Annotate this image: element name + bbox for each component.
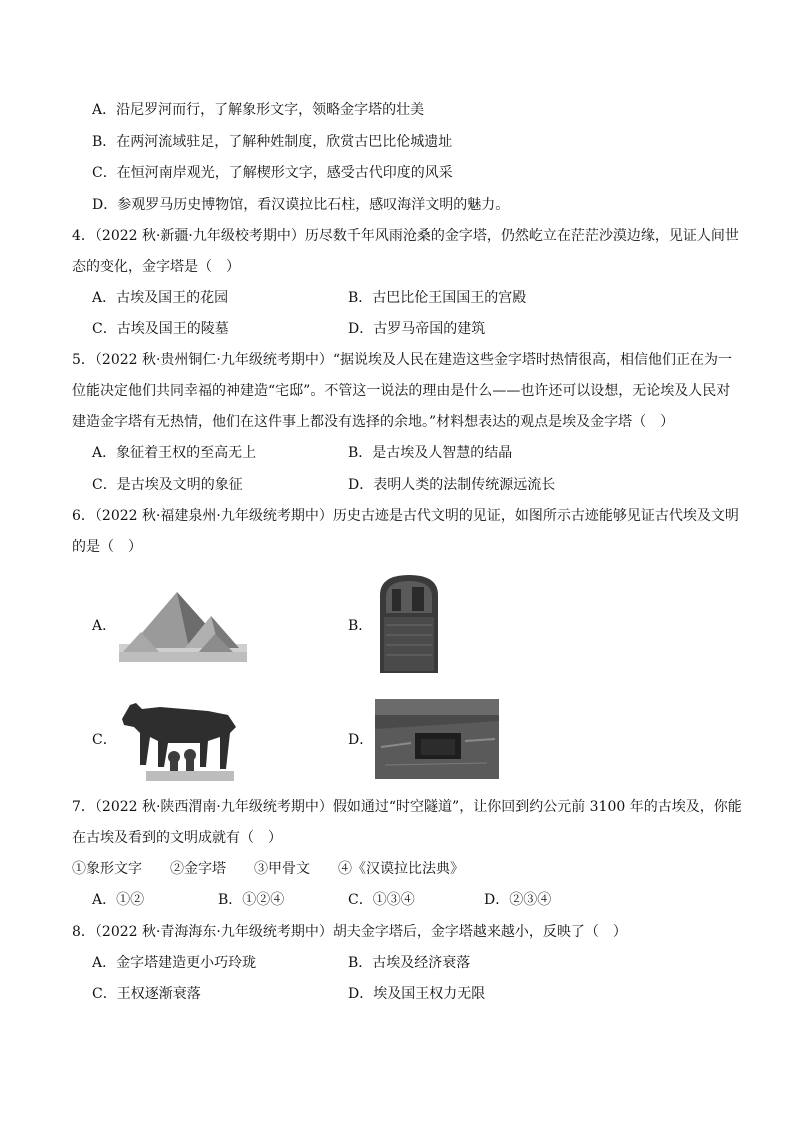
q6-option-b-label: B． <box>348 618 373 634</box>
q8-option-c: C．王权逐渐衰落 <box>92 986 201 1002</box>
q7-option-c: C．①③④ <box>348 892 415 908</box>
q4-option-b: B．古巴比伦王国国王的宫殿 <box>348 290 527 306</box>
q5-option-c: C．是古埃及文明的象征 <box>92 477 243 493</box>
q6-option-c-label: C． <box>92 732 117 748</box>
capitoline-wolf-image <box>116 693 248 783</box>
hammurabi-stele-image <box>372 573 446 673</box>
q7-option-d: D．②③④ <box>484 892 552 908</box>
q3-option-a: A．沿尼罗河而行，了解象形文字，领略金字塔的壮美 <box>92 102 425 118</box>
q8-option-d: D．埃及国王权力无限 <box>348 986 486 1002</box>
q3-option-d: D．参观罗马历史博物馆，看汉谟拉比石柱，感叹海洋文明的魅力。 <box>92 197 510 213</box>
q4-stem-line2: 态的变化，金字塔是（ ） <box>72 259 240 275</box>
q7-items: ①象形文字 ②金字塔 ③甲骨文 ④《汉谟拉比法典》 <box>72 861 464 877</box>
q5-stem-line3: 建造金字塔有无热情，他们在这件事上都没有选择的余地。”材料想表达的观点是埃及金字塔（ ） <box>72 414 675 430</box>
q6-option-d-label: D． <box>348 732 374 748</box>
q4-option-c: C．古埃及国王的陵墓 <box>92 321 229 337</box>
q8-option-a: A．金字塔建造更小巧玲珑 <box>92 955 257 971</box>
q7-stem-line2: 在古埃及看到的文明成就有（ ） <box>72 830 282 846</box>
q7-option-a: A．①② <box>92 892 145 908</box>
q8-option-b: B．古埃及经济衰落 <box>348 955 471 971</box>
q4-option-a: A．古埃及国王的花园 <box>92 290 229 306</box>
q4-stem-line1: 4．（2022 秋·新疆·九年级校考期中）历尽数千年风雨沧桑的金字塔，仍然屹立在茫茫沙漠边缘，见证人间世 <box>72 228 739 244</box>
q6-stem-line2: 的是（ ） <box>72 539 142 555</box>
q3-option-c: C．在恒河南岸观光，了解楔形文字，感受古代印度的风采 <box>92 165 453 181</box>
q5-option-b: B．是古埃及人智慧的结晶 <box>348 445 513 461</box>
q5-option-d: D．表明人类的法制传统源远流长 <box>348 477 556 493</box>
q8-stem-line1: 8．（2022 秋·青海海东·九年级统考期中）胡夫金字塔后，金字塔越来越小，反映了（ ） <box>72 924 627 940</box>
q5-stem-line1: 5．（2022 秋·贵州铜仁·九年级统考期中）“据说埃及人民在建造这些金字塔时热情很高，相信他们正在为一 <box>72 352 733 368</box>
q5-option-a: A．象征着王权的至高无上 <box>92 445 257 461</box>
q5-stem-line2: 位能决定他们共同幸福的神建造“宅邸”。不管这一说法的理由是什么——也许还可以设想，无论埃及人民对 <box>72 383 731 399</box>
q3-option-b: B．在两河流域驻足，了解种姓制度，欣赏古巴比伦城遗址 <box>92 134 453 150</box>
q7-option-b: B．①②④ <box>218 892 285 908</box>
q7-stem-line1: 7．（2022 秋·陕西渭南·九年级统考期中）假如通过“时空隧道”，让你回到约公元前 3100 年的古埃及，你能 <box>72 799 742 815</box>
ancient-ruins-image <box>375 699 499 779</box>
q4-option-d: D．古罗马帝国的建筑 <box>348 321 486 337</box>
q6-option-a-label: A． <box>92 618 117 634</box>
pyramids-image <box>119 582 247 662</box>
q6-stem-line1: 6．（2022 秋·福建泉州·九年级统考期中）历史古迹是古代文明的见证，如图所示古迹能够见证古代埃及文明 <box>72 508 739 524</box>
